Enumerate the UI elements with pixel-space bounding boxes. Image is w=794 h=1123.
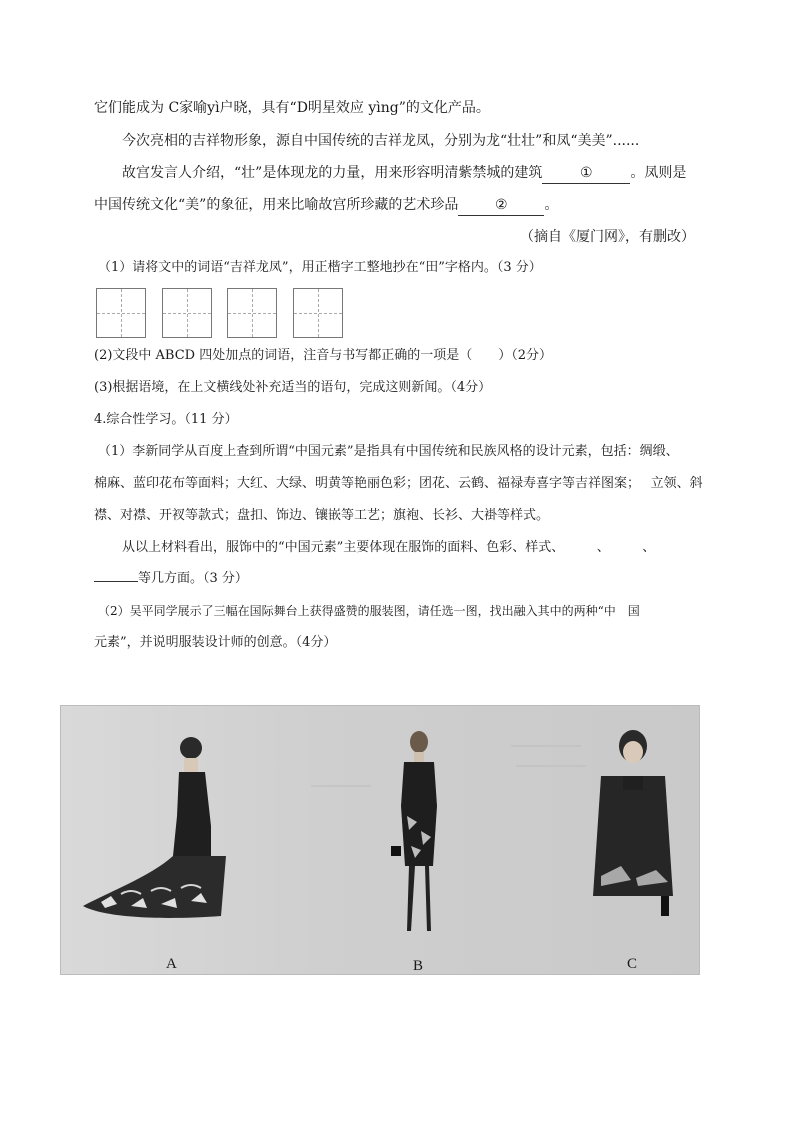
figure-c — [593, 730, 673, 916]
figure-label-c: C — [627, 956, 638, 972]
text-line-3-post: 。凤则是 — [630, 165, 687, 181]
tian-grid-box-1[interactable] — [96, 288, 146, 338]
para-4: 从以上材料看出，服饰中的“中国元素”主要体现在服饰的面料、色彩、样式、 、 、 — [122, 540, 656, 555]
text-line-3-pre: 故宫发言人介绍，“壮”是体现龙的力量，用来形容明清紫禁城的建筑 — [122, 165, 543, 181]
question-4-2-line-1: （2）吴平同学展示了三幅在国际舞台上获得盛赞的服装图，请任选一图，找出融入其中的两种“中 国 — [98, 604, 640, 618]
text-line-1: 它们能成为 C家喻yì户晓，具有“D明星效应 yìng”的文化产品。 — [94, 100, 490, 116]
question-3: (3)根据语境，在上文横线处补充适当的语句，完成这则新闻。（4分） — [94, 380, 492, 395]
para-3: 襟、对襟、开衩等款式；盘扣、饰边、镶嵌等工艺；旗袍、长衫、大褂等样式。 — [94, 508, 550, 523]
para-1: （1）李新同学从百度上查到所谓“中国元素”是指具有中国传统和民族风格的设计元素，包括：绸缎、 — [98, 444, 679, 459]
para-2: 棉麻、蓝印花布等面料；大红、大绿、明黄等艳丽色彩；团花、云鹤、福禄寿喜字等吉祥图案； 立领、斜 — [94, 476, 703, 491]
figure-label-a: A — [166, 956, 177, 972]
outfit-illustration — [61, 706, 700, 975]
text-line-2: 今次亮相的吉祥物形象，源自中国传统的吉祥龙凤，分别为龙“壮壮”和凤“美美”...... — [122, 133, 640, 149]
tian-grid-box-3[interactable] — [227, 288, 277, 338]
blank-2[interactable]: ② — [458, 195, 544, 216]
section-4-heading: 4.综合性学习。（11 分） — [94, 412, 238, 427]
question-2: (2)文段中 ABCD 四处加点的词语，注音与书写都正确的一项是（ ）（2分） — [94, 348, 553, 363]
text-line-4-post: 。 — [544, 197, 559, 213]
question-4-2-line-2: 元素”，并说明服装设计师的创意。（4分） — [94, 635, 337, 650]
text-line-3 — [122, 163, 686, 184]
tian-grid-box-4[interactable] — [293, 288, 343, 338]
text-line-4-pre: 中国传统文化“美”的象征，用来比喻故宫所珍藏的艺术珍品 — [94, 197, 459, 213]
source-note: （摘自《厦门网》，有删改） — [520, 229, 695, 245]
para-5-text: 等几方面。（3 分） — [138, 571, 248, 586]
three-outfit-photo — [60, 705, 700, 975]
tian-grid-box-2[interactable] — [162, 288, 212, 338]
blank-1[interactable]: ① — [542, 163, 630, 184]
para-5 — [94, 569, 248, 589]
figure-b — [391, 731, 437, 931]
blank-3[interactable] — [94, 581, 138, 582]
text-line-4 — [94, 195, 558, 216]
question-1: （1）请将文中的词语“吉祥龙凤”，用正楷字工整地抄在“田”字格内。（3 分） — [98, 260, 542, 275]
figure-a — [83, 737, 226, 918]
figure-label-b: B — [413, 958, 424, 974]
